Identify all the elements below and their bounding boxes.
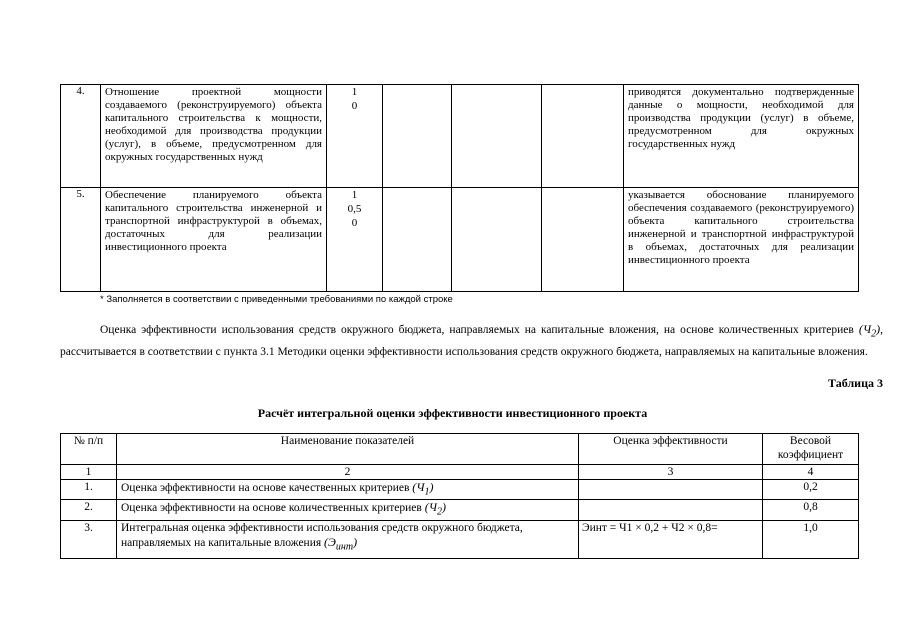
empty-cell (542, 188, 624, 292)
table-row (61, 85, 859, 188)
row-number: 1. (61, 480, 117, 500)
text-line: окружных государственных нужд (105, 151, 263, 163)
text-line: объекта капитального строительства (105, 99, 322, 124)
text-line: достаточных для реализации (105, 228, 322, 240)
header-name: Наименование показателей (117, 434, 579, 465)
empty-cell (452, 85, 542, 188)
text-line: предусмотренном для окружных (628, 125, 854, 137)
text-line: обеспечения создаваемого (628, 202, 753, 214)
integral-table (60, 433, 859, 559)
text-line: объеме, предусмотренном для (166, 138, 322, 150)
table-row (61, 188, 859, 292)
header-weight: Весовой коэффициент (763, 434, 859, 465)
table-label: Таблица 3 (828, 376, 883, 390)
text-line: инфраструктурой в объемах, (177, 215, 322, 227)
text-line: (реконструируемого) объекта (628, 202, 854, 227)
col-number: 3 (579, 465, 763, 480)
header-num: № п/п (61, 434, 117, 465)
row-score (579, 480, 763, 500)
score-value: 0 (351, 100, 358, 112)
table-header-row (61, 434, 859, 465)
empty-cell (542, 85, 624, 188)
text-line: капитального строительства (105, 202, 243, 214)
text-line: производства продукции (услуг), в (105, 125, 323, 150)
text-line: инвестиционного проекта (105, 241, 227, 253)
table-row (61, 520, 859, 558)
integral-formula: Эинт = Ч1 × 0,2 + Ч2 × 0,8= (579, 520, 763, 558)
row-weight: 0,8 (763, 500, 859, 520)
col-number: 4 (763, 465, 859, 480)
paragraph-text: , рассчитывается в соответствии с пункта 3.1 Методики оценки эффективности использования средств окружного бюджета, направляемых на капитальные вложения. (60, 324, 884, 359)
header-score: Оценка эффективности (579, 434, 763, 465)
text-line: к мощности, необходимой для (105, 112, 323, 137)
text-line: государственных нужд (628, 138, 736, 150)
row-number: 3. (61, 520, 117, 558)
table-row (61, 480, 859, 500)
text-line: и транспортной инфраструктурой в (628, 228, 854, 253)
table-row (61, 500, 859, 520)
col-number: 1 (61, 465, 117, 480)
indicator-cell (101, 188, 327, 292)
text-line: создаваемого (реконструируемого) (105, 99, 276, 111)
text-line: инженерной и транспортной (105, 202, 323, 227)
col-number: 2 (117, 465, 579, 480)
row-weight: 0,2 (763, 480, 859, 500)
criteria-table (60, 84, 859, 292)
text-line: продукции (услуг) в объеме, (700, 112, 855, 124)
score-value: 1 (351, 86, 358, 98)
text-line: приводятся документально (628, 86, 764, 98)
text-line: капитального строительства инженерной (628, 215, 854, 240)
row-score (579, 500, 763, 520)
empty-cell (452, 188, 542, 292)
criterion-symbol: $(Ч_2)$ (858, 322, 881, 340)
row-name: Оценка эффективности на основе количественных критериев $(Ч_2)$ (117, 500, 579, 520)
indicator-cell (101, 85, 327, 188)
column-number-row (61, 465, 859, 480)
table-heading: Расчёт интегральной оценки эффективности инвестиционного проекта (257, 406, 648, 420)
text-line: необходимой для производства (628, 99, 854, 124)
text-line: указывается обоснование планируемого (628, 189, 854, 201)
score-value: 0 (351, 217, 358, 229)
paragraph-text: Оценка эффективности использования средств окружного бюджета, направляемых на капитальные вложения, на основе количественных критериев (100, 324, 854, 336)
body-paragraph (60, 320, 883, 361)
comment-cell (624, 188, 859, 292)
row-name: Интегральная оценка эффективности использования средств окружного бюджета, направляемых на капитальные вложения $(Э_{инт})$ (117, 520, 579, 558)
text-line: Обеспечение планируемого объекта (105, 189, 322, 201)
row-number: 2. (61, 500, 117, 520)
empty-cell (383, 188, 452, 292)
row-number: 4. (61, 85, 101, 188)
score-cell (327, 188, 383, 292)
empty-cell (383, 85, 452, 188)
score-value: 1 (351, 189, 358, 201)
text-line: объемах, достаточных для реализации (645, 241, 854, 253)
text-line: Отношение проектной мощности (105, 86, 322, 98)
text-line: подтвержденные данные о мощности, (628, 86, 854, 111)
score-value: 0,5 (347, 203, 362, 215)
comment-cell (624, 85, 859, 188)
text-line: инвестиционного проекта (628, 254, 750, 266)
score-cell (327, 85, 383, 188)
row-name: Оценка эффективности на основе качественных критериев $(Ч_1)$ (117, 480, 579, 500)
row-number: 5. (61, 188, 101, 292)
row-weight: 1,0 (763, 520, 859, 558)
footnote: * Заполняется в соответствии с приведенными требованиями по каждой строке (100, 294, 453, 305)
